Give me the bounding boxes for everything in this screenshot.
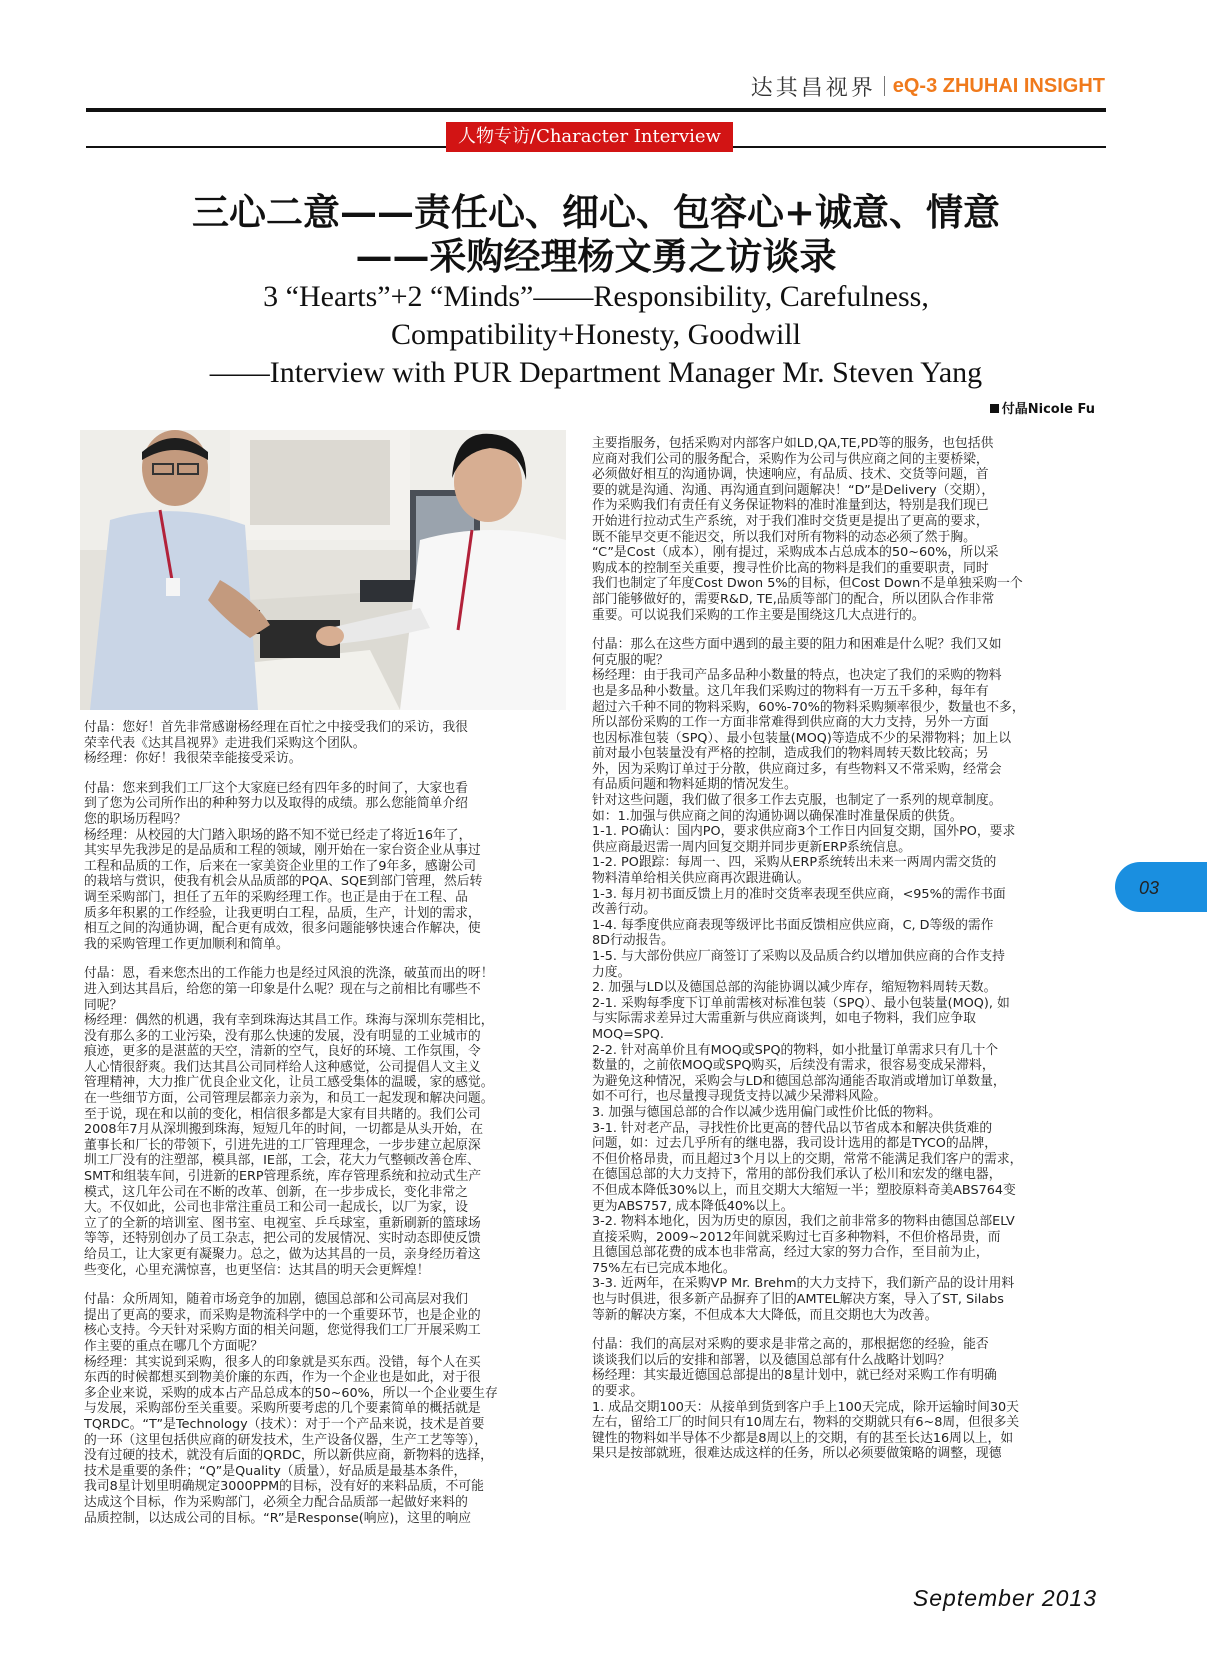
byline: 付晶Nicole Fu bbox=[990, 398, 1095, 417]
paragraph: 付晶：众所周知，随着市场竞争的加剧，德国总部和公司高层对我们 提出了更高的要求，而采购是物流科学中的一个重要环节，也是企业的 核心支持。今天针对采购方面的相关问题，您觉得我们工厂开展采购工 作主要的重点在哪几个方面呢？ 杨经理：其实说到采购，很多人的印象就是买东西。没错，每个人在买 东西的时候都想买到物美价廉的东西，作为一个企业也是如此，对于很 多企业来说，采购的成本占产品总成本的50~60%，所以一个企业要生存 与发展，采购部份至关重要。采购所要考虑的几个要素简单的概括就是 TQRDC。“T”是Technology（技术）：对于一个产品来说，技术是首要 的一环（这里包括供应商的研发技术，生产设备仪器，生产工艺等等）， 没有过硬的技术，就没有后面的QRDC，所以新供应商，新物料的选择， 技术是重要的条件；“Q”是Quality（质量），好品质是最基本条件， 我司8星计划里明确规定3000PPM的目标，没有好的来料品质，不可能 达成这个目标，作为采购部门，必须全力配合品质部一起做好来料的 品质控制，以达成公司的目标。“R”是Response(响应)，这里的响应 bbox=[84, 1292, 498, 1526]
title-cn-line1: 三心二意——责任心、细心、包容心+诚意、情意 bbox=[191, 190, 1000, 234]
article-column-left bbox=[84, 720, 568, 1540]
masthead bbox=[751, 71, 1105, 101]
byline-square-icon bbox=[990, 404, 999, 413]
title-en-line3: ——Interview with PUR Department Manager Mr. Steven Yang bbox=[209, 356, 983, 389]
masthead-divider bbox=[884, 76, 885, 96]
interview-photo bbox=[80, 430, 566, 710]
interview-photo-illustration bbox=[80, 430, 566, 710]
paragraph: 付晶：恩，看来您杰出的工作能力也是经过风浪的洗涤，破茧而出的呀！ 进入到达其昌后，给您的第一印象是什么呢？现在与之前相比有哪些不 同呢？ 杨经理：偶然的机遇，我有幸到珠海达其昌工作。珠海与深圳东莞相比， 没有那么多的工业污染，没有那么快速的发展，没有明显的工业城市的 痕迹，更多的是湛蓝的天空，清新的空气，良好的环境、工作氛围，令 人心情很舒爽。我们达其昌公司同样给人这种感觉，公司提倡人文主义 管理精神，大力推广优良企业文化，让员工感受集体的温暖，家的感觉。 在一些细节方面，公司管理层都亲力亲为，和员工一起发现和解决问题。 至于说，现在和以前的变化，相信很多都是大家有目共睹的。我们公司 2008年7月从深圳搬到珠海，短短几年的时间，一切都是从头开始，在 董事长和厂长的带领下，引进先进的工厂管理理念，一步步建立起原深 圳工厂没有的注塑部，模具部，IE部，工会，花大力气整顿改善仓库、 SMT和组装车间，引进新的ERP管理系统，库存管理系统和拉动式生产 模式，这几年公司在不断的改革、创新，在一步步成长，变化非常之 大。不仅如此，公司也非常注重员工和公司一起成长，以厂为家，设 立了的全新的培训室、图书室、电视室、乒乓球室，重新刷新的篮球场 等等，还特别创办了员工杂志，把公司的发展情况、实时动态即使反馈 给员工，让大家更有凝聚力。总之，做为达其昌的一员，亲身经历着这 些变化，心里充满惊喜，也更坚信：达其昌的明天会更辉煌！ bbox=[84, 966, 494, 1278]
paragraph: 付晶：您来到我们工厂这个大家庭已经有四年多的时间了，大家也看 到了您为公司所作出的种种努力以及取得的成绩。那么您能简单介绍 您的职场历程吗？ 杨经理：从校园的大门踏入职场的路不知不觉已经走了将近16年了， 其实早先我涉足的是品质和工程的领域，刚开始在一家台资企业从事过 工程和品质的工作，后来在一家美资企业里的工作了9年多，感谢公司 的栽培与赏识，使我有机会从品质部的PQA、SQE到部门管理，然后转 调至采购部门，担任了五年的采购经理工作。也正是由于在工程、品 质多年积累的工作经验，让我更明白工程，品质，生产，计划的需求， 相互之间的沟通协调，配合更有成效，很多问题能够快速合作解决，使 我的采购管理工作更加顺利和简单。 bbox=[84, 780, 483, 952]
header-rule-thick bbox=[86, 108, 1106, 112]
magazine-name-en: eQ-3 ZHUHAI INSIGHT bbox=[892, 74, 1105, 97]
paragraph: 主要指服务，包括采购对内部客户如LD,QA,TE,PD等的服务，也包括供 应商对我们公司的服务配合，采购作为公司与供应商之间的主要桥梁， 必须做好相互的沟通协调，快速响应，有品质、技术、交货等问题，首 要的就是沟通、沟通、再沟通直到问题解决！“D”是Delivery（交期）， 作为采购我们有责任有义务保证物料的准时准量到达，特别是我们现已 开始进行拉动式生产系统，对于我们准时交货更是提出了更高的要求， 既不能早交更不能迟交，所以我们对所有物料的动态必须了然于胸。 “C”是Cost（成本），刚有提过，采购成本占总成本的50~60%，所以采 购成本的控制至关重要，搜寻性价比高的物料是我们的重要职责，同时 我们也制定了年度Cost Dwon 5%的目标，但Cost Down不是单独采购一个 部门能够做好的，需要R&D, TE,品质等部门的配合，所以团队合作非常 重要。可以说我们采购的工作主要是围绕这几大点进行的。 bbox=[592, 436, 1023, 623]
issue-date: September 2013 bbox=[912, 1585, 1097, 1611]
paragraph: 付晶：那么在这些方面中遇到的最主要的阻力和困难是什么呢？我们又如 何克服的呢？ 杨经理：由于我司产品多品种小数量的特点，也决定了我们的采购的物料 也是多品种小数量。这几年我们采购过的物料有一万五千多种，每年有 超过六千种不同的物料采购，60%-70%的物料采购频率很少，数量也不多， 所以部份采购的工作一方面非常难得到供应商的大力支持，另外一方面 也因标准包装（SPQ）、最小包装量(MOQ)等造成不少的呆滞物料；加上以 前对最小包装量没有严格的控制，造成我们的物料周转天数比较高；另 外，因为采购订单过于分散，供应商过多，有些物料又不常采购，经常会 有品质问题和物料延期的情况发生。 针对这些问题，我们做了很多工作去克服，也制定了一系列的规章制度。 如：1.加强与供应商之间的沟通协调以确保准时准量保质的供货。 1-1. PO确认：国内PO，要求供应商3个工作日内回复交期，国外PO，要求 供应商最迟需一周内回复交期并同步更新ERP系统信息。 1-2. PO跟踪：每周一、四，采购从ERP系统转出未来一两周内需交货的 物料清单给相关供应商再次跟进确认。 1-3. 每月初书面反馈上月的准时交货率表现至供应商，<95%的需作书面 改善行动。 1-4. 每季度供应商表现等级评比书面反馈相应供应商，C, D等级的需作 8D行动报告。 1-5. 与大部份供应厂商签订了采购以及品质合约以增加供应商的合作支持 力度。 2. 加强与LD以及德国总部的沟能协调以减少库存，缩短物料周转天数。 2-1. 采购每季度下订单前需核对标准包装（SPQ）、最小包装量(MOQ), 如 与实际需求差异过大需重新与供应商谈判，如电子物料，我们应争取 MOQ=SPQ. 2-2. 针对高单价且有MOQ或SPQ的物料，如小批量订单需求只有几十个 数量的，之前依MOQ或SPQ购买，后续没有需求，很容易变成呆滞料， 为避免这种情况，采购会与LD和德国总部沟通能否取消或增加订单数量， 如不可行，也尽量搜寻现货支持以减少呆滞料风险。 3. 加强与德国总部的合作以减少选用偏门或性价比低的物料。 3-1. 针对老产品，寻找性价比更高的替代品以节省成本和解决供货难的 问题，如：过去几乎所有的继电器，我司设计选用的都是TYCO的品牌， 不但价格昂贵，而且超过3个月以上的交期，常常不能满足我们客户的需求， 在德国总部的大力支持下，常用的部份我们承认了松川和宏发的继电器， 不但成本降低30%以上，而且交期大大缩短一半；塑胶原料奇美ABS764变 更为ABS757, 成本降低40%以上。 3-2. 物料本地化，因为历史的原因，我们之前非常多的物料由德国总部ELV 直接采购，2009~2012年间就采购过七百多种物料，不但价格昂贵，而 且德国总部花费的成本也非常高，经过大家的努力合作，至目前为止， 75%左右已完成本地化。 3-3. 近两年，在采购VP Mr. Brehm的大力支持下，我们新产品的设计用料 也与时俱进，很多新产品摒弃了旧的AMTEL解决方案，导入了ST, Silabs 等新的解决方案，不但成本大大降低，而且交期也大为改善。 bbox=[592, 637, 1025, 1323]
title-en-line2: Compatibility+Honesty, Goodwill bbox=[391, 318, 801, 351]
title-en-line1: 3 “Hearts”+2 “Minds”——Responsibility, Carefulness, bbox=[263, 280, 929, 313]
page-number-tab bbox=[1115, 862, 1207, 912]
section-tag: 人物专访/Character Interview bbox=[446, 122, 733, 152]
page-number: 03 bbox=[1139, 878, 1160, 898]
article-title bbox=[86, 190, 1106, 392]
article-column-right bbox=[592, 436, 1102, 1476]
paragraph: 付晶：您好！首先非常感谢杨经理在百忙之中接受我们的采访，我很 荣幸代表《达其昌视界》走进我们采购这个团队。 杨经理：你好！我很荣幸能接受采访。 bbox=[84, 720, 468, 767]
magazine-name-cn: 达其昌视界 bbox=[750, 75, 876, 101]
title-cn-line2: ——采购经理杨文勇之访谈录 bbox=[355, 234, 837, 278]
paragraph: 付晶：我们的高层对采购的要求是非常之高的，那根据您的经验，能否 谈谈我们以后的安排和部署，以及德国总部有什么战略计划吗？ 杨经理：其实最近德国总部提出的8星计划中，就已经对采购工作有明确 的要求。 1. 成品交期100天：从接单到货到客户手上100天完成，除开运输时间30天 左右，留给工厂的时间只有10周左右，物料的交期就只有6~8周，但很多关 键性的物料如半导体不少都是8周以上的交期，有的甚至长达16周以上，如 果只是按部就班，很难达成这样的任务，所以必须要做策略的调整，现德 bbox=[592, 1337, 1020, 1462]
